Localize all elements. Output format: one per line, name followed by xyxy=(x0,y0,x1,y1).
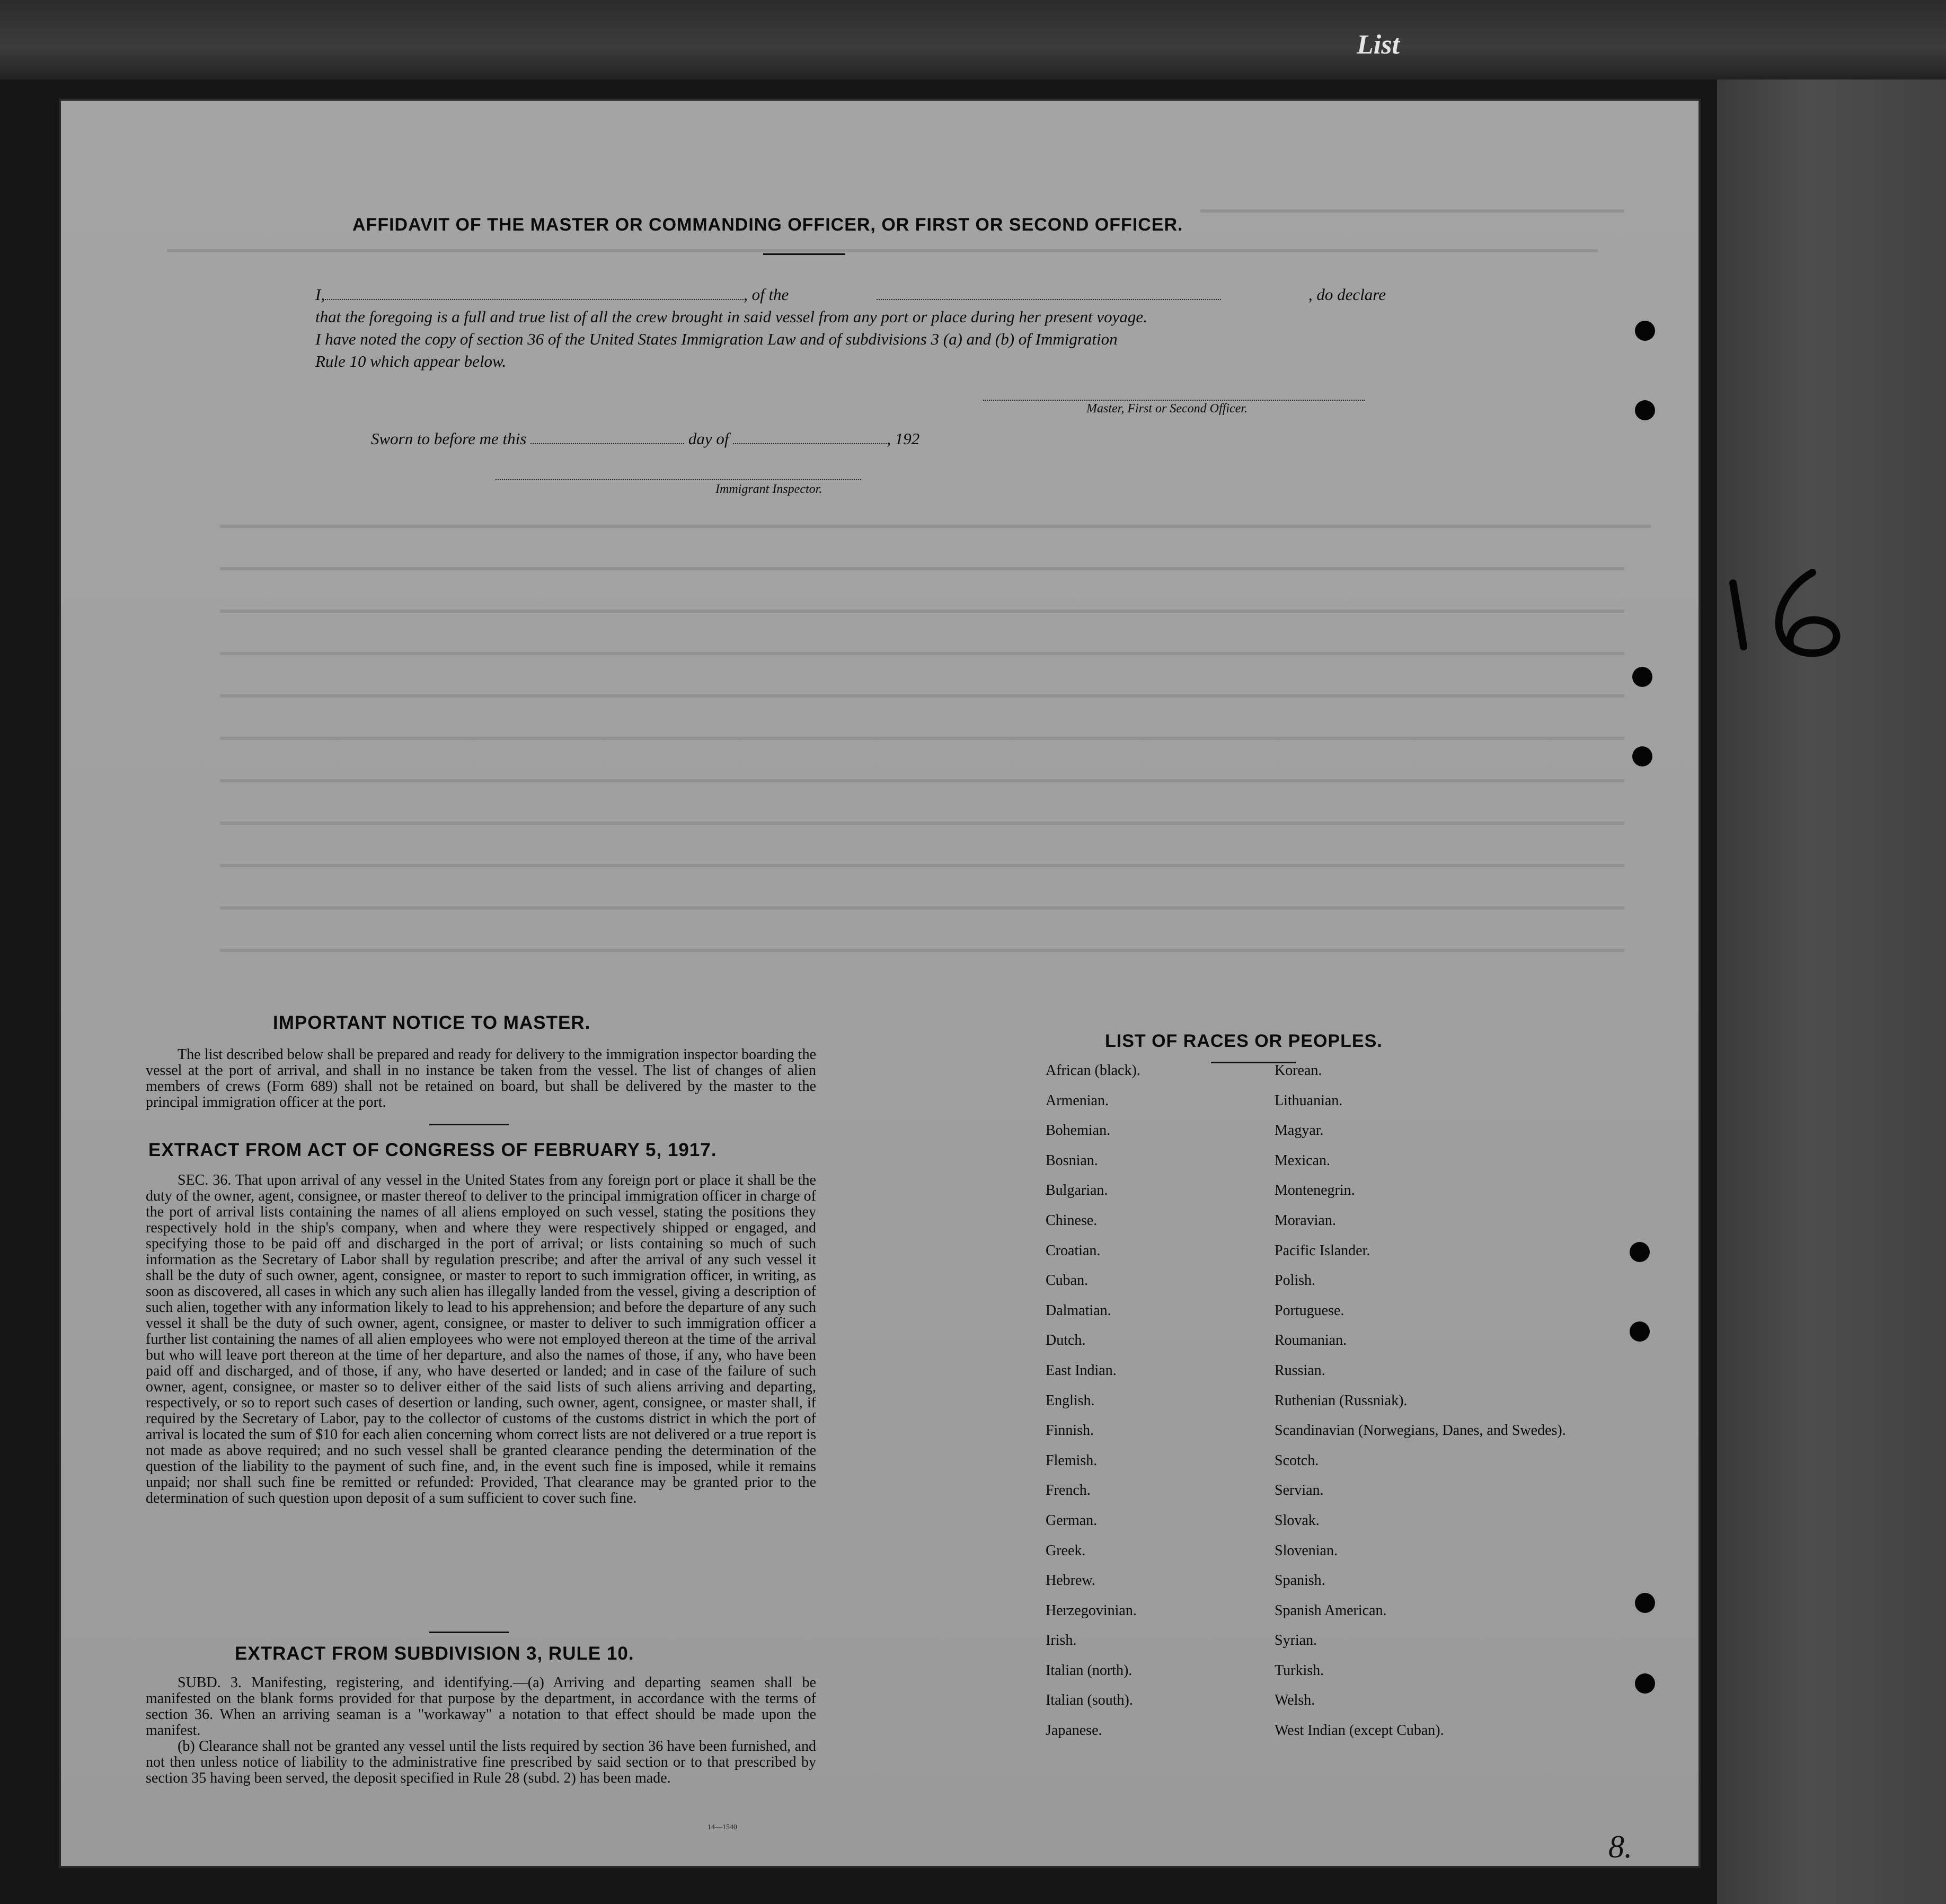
notice-rule xyxy=(429,1124,509,1125)
race-item: Scotch. xyxy=(1275,1452,1319,1469)
tab-label: List xyxy=(1357,30,1400,60)
race-item: Ruthenian (Russniak). xyxy=(1275,1392,1408,1409)
race-item: Cuban. xyxy=(1046,1272,1089,1289)
master-signature-field[interactable] xyxy=(983,387,1365,401)
rule-paragraph-a: SUBD. 3. Manifesting, registering, and identifying.—(a) Arriving and departing seamen shall be manifested on the blank forms provided for that purpose by the department, in accordance with the terms of section 36. When an arriving seaman is a "workaway" a notation to that effect should be made upon the manifest. xyxy=(146,1674,816,1739)
master-signature-label: Master, First or Second Officer. xyxy=(1086,402,1248,416)
race-item: Italian (south). xyxy=(1046,1692,1133,1709)
handwritten-page-number: 8. xyxy=(1608,1829,1632,1864)
act-extract-rule xyxy=(429,1632,509,1633)
race-item: Dutch. xyxy=(1046,1332,1086,1349)
race-item: German. xyxy=(1046,1512,1098,1529)
rule-paragraph-b: (b) Clearance shall not be granted any vessel until the lists required by section 36 have been furnished, and not then unless notice of liability to the administrative fine prescribed by said section or to that prescribed by section 35 having been served, the deposit specified in Rule 28 (subd. 2) has been made. xyxy=(146,1738,816,1786)
race-item: Bulgarian. xyxy=(1046,1182,1108,1199)
rule-extract-title: EXTRACT FROM SUBDIVISION 3, RULE 10. xyxy=(235,1643,634,1664)
affidavit-title-rule xyxy=(763,253,845,255)
races-list-left xyxy=(1046,1063,1140,1753)
punch-hole-4 xyxy=(1632,746,1652,766)
race-item: Montenegrin. xyxy=(1275,1182,1355,1199)
sworn-day-of: day of xyxy=(688,429,729,448)
punch-hole-7 xyxy=(1635,1593,1655,1613)
race-item: Pacific Islander. xyxy=(1275,1242,1370,1259)
race-item: Moravian. xyxy=(1275,1212,1336,1229)
notice-body: The list described below shall be prepared and ready for delivery to the immigration inspector boarding the vessel at the port of arrival, and shall in no instance be taken from the vessel. The list of changes of alien members of crews (Form 689) shall not be retained on board, but shall be delivered by the master to the principal immigration officer at the port. xyxy=(146,1046,816,1110)
punch-hole-5 xyxy=(1630,1242,1650,1262)
affidavit-line-3: I have noted the copy of section 36 of the United States Immigration Law and of subdivisions 3 (a) and (b) of Immigration xyxy=(315,330,1118,348)
race-item: Korean. xyxy=(1275,1062,1322,1079)
sworn-prefix: Sworn to before me this xyxy=(371,429,527,448)
races-list-right xyxy=(1275,1063,1566,1753)
race-item: Bohemian. xyxy=(1046,1122,1111,1139)
race-item: Portuguese. xyxy=(1275,1302,1344,1319)
race-item: Dalmatian. xyxy=(1046,1302,1111,1319)
act-extract-title: EXTRACT FROM ACT OF CONGRESS OF FEBRUARY 5, 1917. xyxy=(148,1140,717,1160)
race-item: Hebrew. xyxy=(1046,1572,1095,1589)
race-item: Croatian. xyxy=(1046,1242,1101,1259)
sworn-month-field[interactable] xyxy=(733,430,887,444)
race-item: Italian (north). xyxy=(1046,1662,1133,1679)
race-item: Spanish. xyxy=(1275,1572,1325,1589)
race-item: Magyar. xyxy=(1275,1122,1324,1139)
race-item: Roumanian. xyxy=(1275,1332,1347,1349)
race-item: East Indian. xyxy=(1046,1362,1117,1379)
race-item: Mexican. xyxy=(1275,1152,1330,1169)
race-item: English. xyxy=(1046,1392,1095,1409)
race-item: Japanese. xyxy=(1046,1722,1102,1739)
of-the-text: , of the xyxy=(744,285,789,304)
inspector-label: Immigrant Inspector. xyxy=(715,482,822,496)
form-number: 14—1540 xyxy=(707,1823,737,1831)
race-item: Servian. xyxy=(1275,1482,1324,1499)
race-item: Slovenian. xyxy=(1275,1542,1338,1559)
declarant-name-field[interactable] xyxy=(325,286,744,300)
race-item: Finnish. xyxy=(1046,1422,1094,1439)
punch-hole-8 xyxy=(1635,1673,1655,1694)
vessel-name-field[interactable] xyxy=(877,286,1221,300)
punch-hole-6 xyxy=(1630,1321,1650,1342)
race-item: Polish. xyxy=(1275,1272,1316,1289)
affidavit-line-2: that the foregoing is a full and true list of all the crew brought in said vessel from any port or place during her present voyage. xyxy=(315,307,1147,326)
manifest-sheet xyxy=(61,101,1699,1866)
race-item: West Indian (except Cuban). xyxy=(1275,1722,1444,1739)
inspector-signature-field[interactable] xyxy=(496,466,861,480)
affidavit-line-4: Rule 10 which appear below. xyxy=(315,352,507,371)
punch-hole-1 xyxy=(1635,321,1655,341)
race-item: Greek. xyxy=(1046,1542,1086,1559)
declarant-prefix: I, xyxy=(315,285,325,304)
race-item: African (black). xyxy=(1046,1062,1140,1079)
sworn-line xyxy=(371,429,919,448)
punch-hole-2 xyxy=(1635,400,1655,420)
do-declare-text: , do declare xyxy=(1308,285,1386,304)
affidavit-title: AFFIDAVIT OF THE MASTER OR COMMANDING OFFICER, OR FIRST OR SECOND OFFICER. xyxy=(352,215,1183,235)
race-item: Bosnian. xyxy=(1046,1152,1098,1169)
underlying-page-edge xyxy=(1717,80,1946,1904)
sworn-day-field[interactable] xyxy=(530,430,684,444)
rule-extract-body xyxy=(146,1675,816,1786)
race-item: French. xyxy=(1046,1482,1091,1499)
race-item: Flemish. xyxy=(1046,1452,1098,1469)
race-item: Herzegovinian. xyxy=(1046,1602,1137,1619)
race-item: Turkish. xyxy=(1275,1662,1324,1679)
act-extract-body: SEC. 36. That upon arrival of any vessel in the United States from any foreign port or place it shall be the duty of the owner, agent, consignee, or master thereof to deliver to the principal immigration officer in charge of the port of arrival lists containing the names of all aliens employed on such vessel, stating the positions they respectively hold in the ship's company, when and where they were respectively shipped or engaged, and specifying those to be paid off and discharged in the port of arrival; or lists containing so much of such information as the Secretary of Labor shall by regulation prescribe; and after the arrival of any such vessel it shall be the duty of such owner, agent, consignee, or master to report to such immigration officer, in writing, as soon as discovered, all cases in which any such alien has illegally landed from the vessel, giving a description of such alien, together with any information likely to lead to his apprehension; and before the departure of any such vessel it shall be the duty of such owner, agent, consignee, or master to deliver to such immigration officer a further list containing the names of all alien employees who were not employed thereon at the time of the arrival but who will leave port thereon at the time of her departure, and also the names of those, if any, who have been paid off and discharged, and of those, if any, who have deserted or landed; and in case of the failure of such owner, agent, consignee, or master so to deliver either of the said lists of such aliens arriving and departing, respectively, or so to report such cases of desertion or landing, such owner, agent, consignee, or master shall, if required by the Secretary of Labor, pay to the collector of customs of the customs district in which the port of arrival is located the sum of $10 for each alien concerning whom correct lists are not delivered or a true report is not made as above required; and no such vessel shall be granted clearance pending the determination of the question of the liability to the payment of such fine, and, in the event such fine is imposed, while it remains unpaid; nor shall such fine be remitted or refunded: Provided, That clearance may be granted prior to the determination of such question upon deposit of a sum sufficient to cover such fine. xyxy=(146,1172,816,1506)
punch-hole-3 xyxy=(1632,667,1652,687)
race-item: Slovak. xyxy=(1275,1512,1320,1529)
race-item: Welsh. xyxy=(1275,1692,1315,1709)
affidavit-body xyxy=(315,284,1386,373)
race-item: Lithuanian. xyxy=(1275,1092,1343,1109)
notice-title: IMPORTANT NOTICE TO MASTER. xyxy=(273,1012,591,1033)
race-item: Armenian. xyxy=(1046,1092,1109,1109)
race-item: Russian. xyxy=(1275,1362,1325,1379)
race-item: Chinese. xyxy=(1046,1212,1098,1229)
race-item: Scandinavian (Norwegians, Danes, and Swedes). xyxy=(1275,1422,1566,1439)
sworn-year: , 192 xyxy=(887,429,920,448)
affidavit-line-1 xyxy=(315,284,1386,306)
race-item: Irish. xyxy=(1046,1632,1077,1649)
races-title: LIST OF RACES OR PEOPLES. xyxy=(1105,1031,1383,1051)
race-item: Spanish American. xyxy=(1275,1602,1387,1619)
handwritten-stamp-mark xyxy=(1722,562,1860,668)
race-item: Syrian. xyxy=(1275,1632,1317,1649)
frame-top-strip xyxy=(0,0,1946,80)
